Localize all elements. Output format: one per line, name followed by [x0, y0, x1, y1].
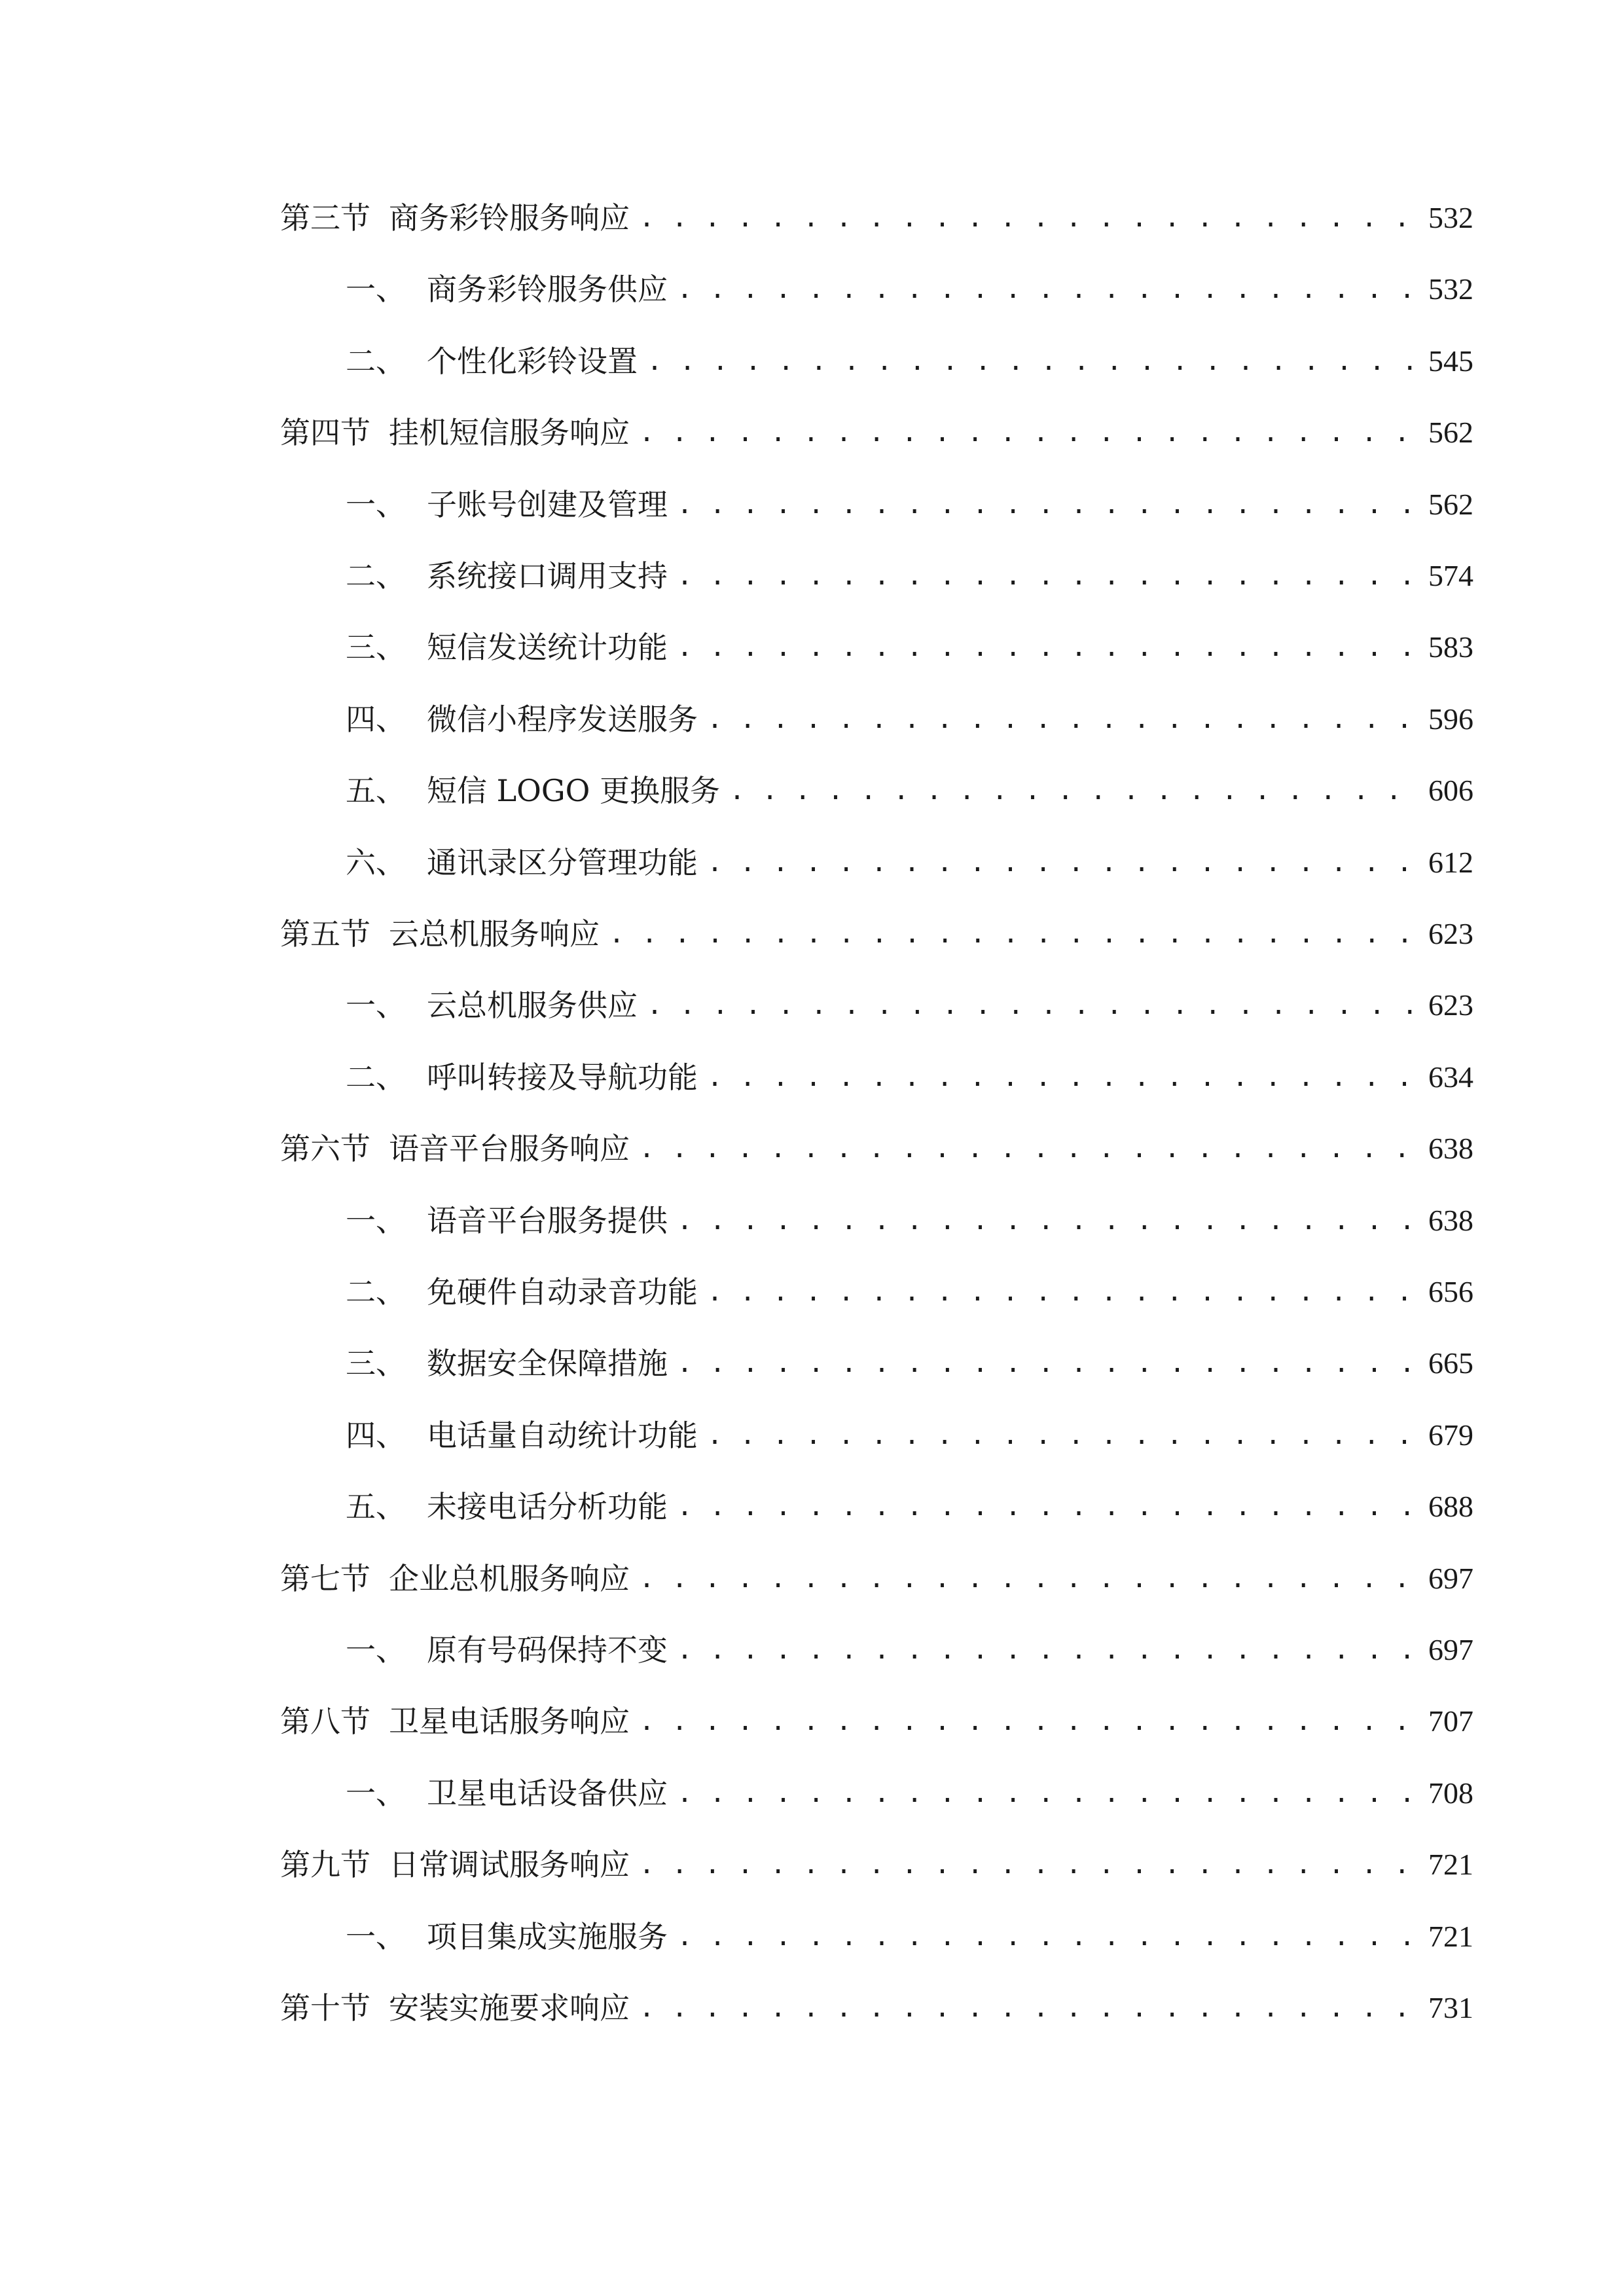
toc-dot-leader — [707, 1051, 1419, 1103]
toc-page-number: 656 — [1428, 1275, 1473, 1308]
toc-subsection-entry[interactable] — [346, 1051, 1473, 1103]
toc-page-number: 697 — [1428, 1562, 1473, 1595]
toc-item-number: 三、 — [346, 630, 406, 665]
toc-subsection-entry[interactable] — [346, 1767, 1473, 1820]
toc-subsection-entry[interactable] — [346, 621, 1473, 673]
toc-subsection-entry[interactable] — [346, 1624, 1473, 1676]
toc-dot-leader — [677, 621, 1419, 673]
toc-dot-leader — [677, 1194, 1419, 1247]
toc-page-number: 638 — [1428, 1204, 1473, 1237]
toc-section-entry[interactable] — [280, 406, 1473, 459]
toc-entry-title: 日常调试服务响应 — [389, 1847, 630, 1882]
toc-page-number: 623 — [1428, 988, 1473, 1022]
toc-entry-title: 数据安全保障措施 — [427, 1346, 668, 1381]
toc-page-number: 612 — [1428, 846, 1473, 879]
toc-subsection-entry[interactable] — [346, 836, 1473, 889]
toc-entry-title: 微信小程序发送服务 — [427, 702, 698, 737]
toc-item-number: 一、 — [346, 1919, 406, 1954]
toc-entry-title: 商务彩铃服务供应 — [427, 272, 668, 307]
toc-dot-leader — [677, 1624, 1419, 1676]
toc-page-number: 679 — [1428, 1418, 1473, 1452]
toc-dot-leader — [677, 1337, 1419, 1390]
toc-section-entry[interactable] — [280, 192, 1473, 244]
toc-section-entry[interactable] — [280, 1695, 1473, 1748]
toc-entry-title: 卫星电话设备供应 — [427, 1776, 668, 1811]
toc-dot-leader — [639, 192, 1419, 244]
toc-dot-leader — [707, 1409, 1419, 1462]
toc-item-number: 二、 — [346, 344, 406, 379]
toc-page-number: 574 — [1428, 559, 1473, 592]
toc-item-number: 三、 — [346, 1346, 406, 1381]
toc-subsection-entry[interactable] — [346, 1409, 1473, 1462]
toc-page-number: 634 — [1428, 1060, 1473, 1094]
toc-section-label: 第八节 — [280, 1704, 370, 1739]
toc-dot-leader — [729, 764, 1419, 817]
toc-entry-title: 原有号码保持不变 — [427, 1632, 668, 1668]
toc-page-number: 606 — [1428, 774, 1473, 807]
toc-entry-title: 系统接口调用支持 — [427, 558, 668, 594]
toc-subsection-entry[interactable] — [346, 1337, 1473, 1390]
toc-entry-title: 未接电话分析功能 — [427, 1489, 668, 1524]
toc-entry-title: 短信 LOGO 更换服务 — [427, 773, 720, 808]
toc-page-number: 562 — [1428, 488, 1473, 521]
toc-section-label: 第六节 — [280, 1131, 370, 1166]
toc-section-label: 第五节 — [280, 916, 370, 952]
toc-entry-title: 免硬件自动录音功能 — [427, 1274, 698, 1310]
toc-dot-leader — [647, 335, 1419, 387]
toc-dot-leader — [639, 1982, 1419, 2034]
toc-item-number: 六、 — [346, 845, 406, 880]
toc-section-entry[interactable] — [280, 908, 1473, 960]
toc-page-number: 638 — [1428, 1132, 1473, 1165]
toc-item-number: 一、 — [346, 1203, 406, 1238]
toc-item-number: 一、 — [346, 487, 406, 522]
toc-item-number: 五、 — [346, 773, 406, 808]
toc-page-number: 731 — [1428, 1991, 1473, 2024]
toc-subsection-entry[interactable] — [346, 550, 1473, 602]
toc-dot-leader — [677, 1480, 1419, 1533]
toc-page-number: 545 — [1428, 344, 1473, 378]
toc-entry-title: 安装实施要求响应 — [389, 1990, 630, 2026]
toc-page-number: 583 — [1428, 630, 1473, 664]
toc-section-label: 第九节 — [280, 1847, 370, 1882]
toc-dot-leader — [647, 979, 1419, 1031]
toc-entry-title: 语音平台服务提供 — [427, 1203, 668, 1238]
toc-dot-leader — [677, 1767, 1419, 1820]
toc-page-number: 707 — [1428, 1704, 1473, 1738]
toc-page-number: 596 — [1428, 702, 1473, 736]
toc-section-label: 第十节 — [280, 1990, 370, 2026]
toc-section-entry[interactable] — [280, 1982, 1473, 2034]
toc-subsection-entry[interactable] — [346, 764, 1473, 817]
toc-section-label: 第四节 — [280, 415, 370, 450]
toc-item-number: 四、 — [346, 1418, 406, 1453]
toc-entry-title: 子账号创建及管理 — [427, 487, 668, 522]
toc-subsection-entry[interactable] — [346, 1266, 1473, 1318]
toc-section-entry[interactable] — [280, 1839, 1473, 1891]
toc-dot-leader — [677, 478, 1419, 531]
toc-item-number: 一、 — [346, 272, 406, 307]
toc-item-number: 一、 — [346, 988, 406, 1023]
toc-entry-title: 通讯录区分管理功能 — [427, 845, 698, 880]
toc-dot-leader — [677, 1910, 1419, 1963]
toc-page-number: 708 — [1428, 1776, 1473, 1810]
toc-dot-leader — [639, 1839, 1419, 1891]
toc-subsection-entry[interactable] — [346, 1910, 1473, 1963]
toc-page-number: 721 — [1428, 1848, 1473, 1881]
toc-dot-leader — [639, 1695, 1419, 1748]
toc-subsection-entry[interactable] — [346, 693, 1473, 745]
toc-section-entry[interactable] — [280, 1122, 1473, 1175]
toc-entry-title: 挂机短信服务响应 — [389, 415, 630, 450]
toc-entry-title: 云总机服务响应 — [389, 916, 600, 952]
toc-page-number: 562 — [1428, 416, 1473, 449]
toc-subsection-entry[interactable] — [346, 335, 1473, 387]
toc-page-number: 665 — [1428, 1346, 1473, 1380]
toc-page-number: 721 — [1428, 1920, 1473, 1953]
toc-page-number: 623 — [1428, 917, 1473, 950]
toc-dot-leader — [677, 263, 1419, 315]
toc-item-number: 一、 — [346, 1632, 406, 1668]
toc-item-number: 一、 — [346, 1776, 406, 1811]
toc-subsection-entry[interactable] — [346, 1194, 1473, 1247]
toc-dot-leader — [609, 908, 1419, 960]
toc-entry-title: 短信发送统计功能 — [427, 630, 668, 665]
toc-section-entry[interactable] — [280, 1552, 1473, 1605]
toc-item-number: 四、 — [346, 702, 406, 737]
toc-item-number: 五、 — [346, 1489, 406, 1524]
toc-section-label: 第三节 — [280, 200, 370, 236]
toc-entry-title: 云总机服务供应 — [427, 988, 638, 1023]
toc-entry-title: 商务彩铃服务响应 — [389, 200, 630, 236]
toc-entry-title: 电话量自动统计功能 — [427, 1418, 698, 1453]
toc-dot-leader — [707, 693, 1419, 745]
toc-entry-title: 个性化彩铃设置 — [427, 344, 638, 379]
toc-page-number: 532 — [1428, 201, 1473, 234]
toc-subsection-entry[interactable] — [346, 263, 1473, 315]
toc-dot-leader — [707, 836, 1419, 889]
toc-dot-leader — [677, 550, 1419, 602]
toc-dot-leader — [639, 1552, 1419, 1605]
toc-item-number: 二、 — [346, 558, 406, 594]
toc-page-number: 697 — [1428, 1633, 1473, 1666]
toc-entry-title: 语音平台服务响应 — [389, 1131, 630, 1166]
toc-entry-title: 卫星电话服务响应 — [389, 1704, 630, 1739]
toc-dot-leader — [639, 1122, 1419, 1175]
toc-dot-leader — [639, 406, 1419, 459]
toc-subsection-entry[interactable] — [346, 979, 1473, 1031]
toc-dot-leader — [707, 1266, 1419, 1318]
toc-entry-title: 企业总机服务响应 — [389, 1561, 630, 1596]
toc-subsection-entry[interactable] — [346, 478, 1473, 531]
toc-item-number: 二、 — [346, 1274, 406, 1310]
toc-section-label: 第七节 — [280, 1561, 370, 1596]
toc-item-number: 二、 — [346, 1060, 406, 1095]
toc-entry-title: 项目集成实施服务 — [427, 1919, 668, 1954]
toc-page-number: 532 — [1428, 272, 1473, 306]
toc-subsection-entry[interactable] — [346, 1480, 1473, 1533]
toc-page-number: 688 — [1428, 1490, 1473, 1523]
toc-entry-title: 呼叫转接及导航功能 — [427, 1060, 698, 1095]
